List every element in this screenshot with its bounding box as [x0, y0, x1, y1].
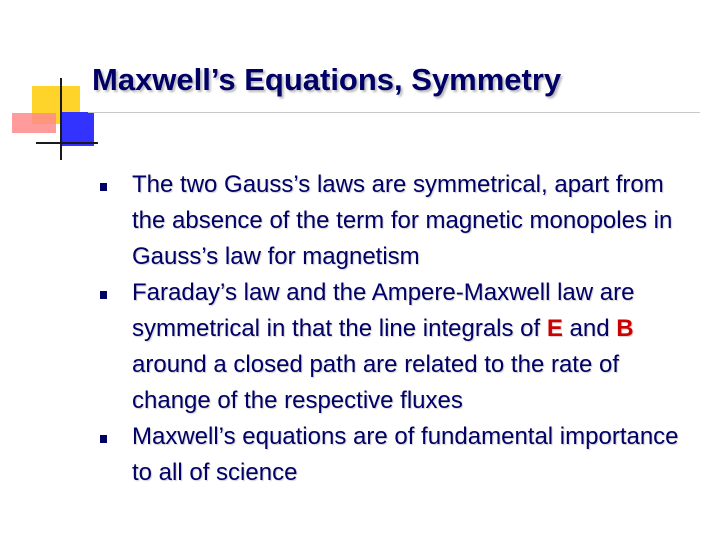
bullet-text-part: around a closed path are related to the rate of change of the respective fluxes	[132, 351, 619, 414]
vector-e-symbol: E	[546, 315, 563, 342]
ornament-horizontal-line	[36, 142, 98, 144]
bullet-text-part: and	[562, 315, 617, 342]
title-underline	[88, 112, 700, 113]
bullet-text: The two Gauss’s laws are symmetrical, apart from the absence of the term for magnetic monopoles in Gauss’s law for magnetism	[132, 171, 673, 270]
bullet-item	[100, 419, 700, 491]
bullet-item	[100, 167, 700, 275]
bullet-item	[100, 275, 700, 419]
square-bullet-icon	[100, 291, 107, 299]
vector-b-symbol: B	[616, 315, 634, 342]
bullet-text-part: Faraday’s law and the Ampere-Maxwell law are symmetrical in that the line integrals of	[132, 279, 635, 342]
ornament-blue-square	[62, 112, 94, 146]
slide-title: Maxwell’s Equations, Symmetry	[92, 62, 562, 97]
square-bullet-icon	[100, 435, 107, 443]
ornament-red-bar	[12, 113, 56, 133]
square-bullet-icon	[100, 183, 107, 191]
bullet-list	[100, 167, 700, 491]
bullet-text: Maxwell’s equations are of fundamental importance to all of science	[132, 423, 679, 486]
ornament-vertical-line	[60, 78, 62, 160]
